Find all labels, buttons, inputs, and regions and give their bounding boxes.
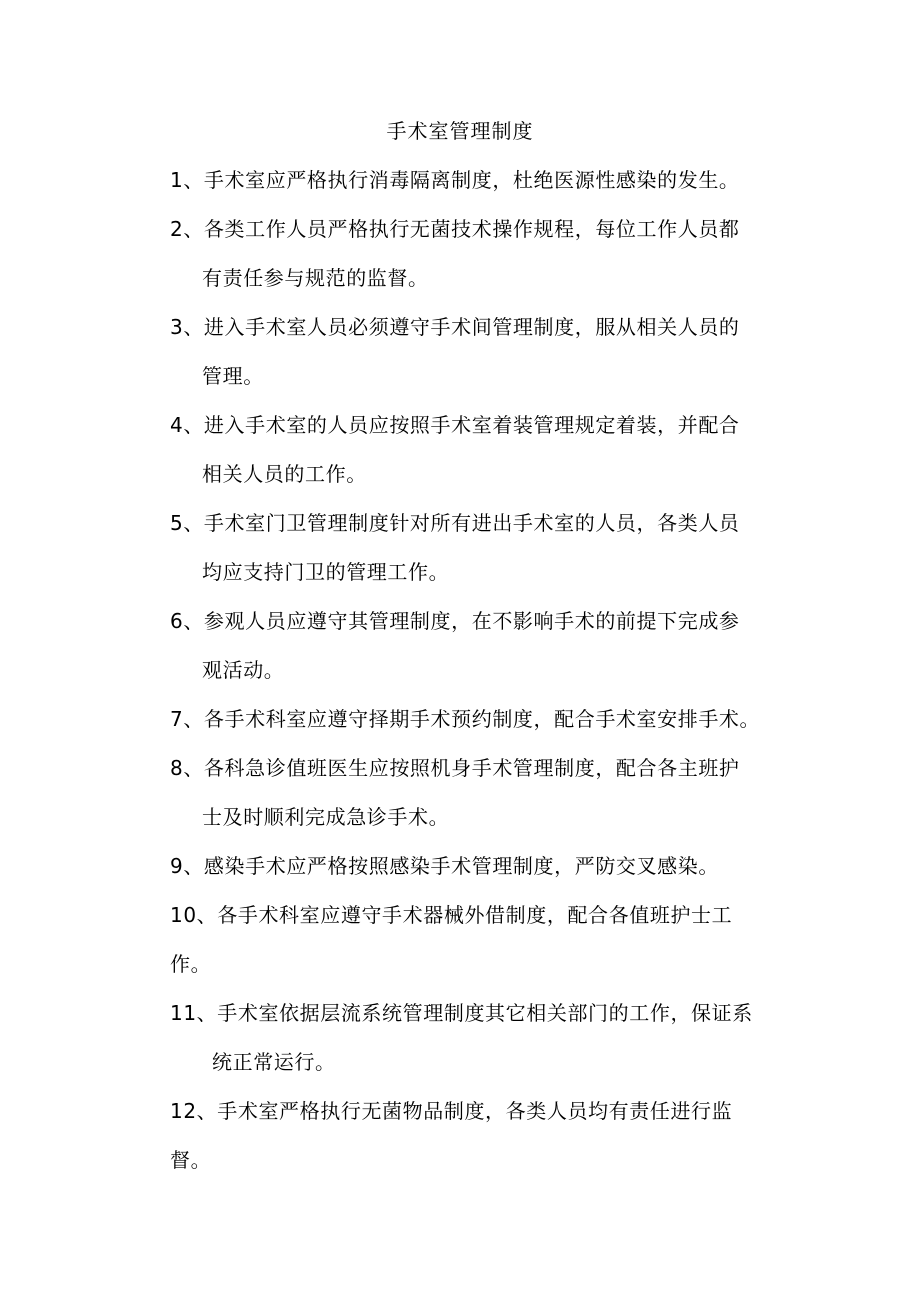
rule-11-line-2: 统正常运行。 [212, 1050, 336, 1074]
rule-8-line-1: 8、各科急诊值班医生应按照机身手术管理制度，配合各主班护 [170, 756, 740, 780]
document-title: 手术室管理制度 [386, 119, 534, 143]
rule-1-line-1: 1、手术室应严格执行消毒隔离制度，杜绝医源性感染的发生。 [170, 168, 740, 192]
rule-11-line-1: 11、手术室依据层流系统管理制度其它相关部门的工作，保证系 [170, 1001, 753, 1025]
rule-5-line-2: 均应支持门卫的管理工作。 [202, 560, 450, 584]
rule-10-line-1: 10、各手术科室应遵守手术器械外借制度，配合各值班护士工 [170, 903, 733, 927]
rule-4-line-1: 4、进入手术室的人员应按照手术室着装管理规定着装，并配合 [170, 413, 740, 437]
rule-3-line-1: 3、进入手术室人员必须遵守手术间管理制度，服从相关人员的 [170, 315, 740, 339]
rule-2-line-1: 2、各类工作人员严格执行无菌技术操作规程，每位工作人员都 [170, 217, 740, 241]
rule-2-line-2: 有责任参与规范的监督。 [202, 266, 429, 290]
rule-12-line-1: 12、手术室严格执行无菌物品制度，各类人员均有责任进行监 [170, 1099, 733, 1123]
rule-9-line-1: 9、感染手术应严格按照感染手术管理制度，严防交叉感染。 [170, 854, 719, 878]
rule-4-line-2: 相关人员的工作。 [202, 462, 367, 486]
rule-5-line-1: 5、手术室门卫管理制度针对所有进出手术室的人员，各类人员 [170, 511, 740, 535]
rule-3-line-2: 管理。 [202, 364, 264, 388]
rule-8-line-2: 士及时顺利完成急诊手术。 [202, 805, 450, 829]
rule-6-line-2: 观活动。 [202, 658, 285, 682]
rule-12-line-2: 督。 [170, 1148, 212, 1172]
rule-6-line-1: 6、参观人员应遵守其管理制度，在不影响手术的前提下完成参 [170, 609, 740, 633]
rule-10-line-2: 作。 [170, 952, 212, 976]
rule-7-line-1: 7、各手术科室应遵守择期手术预约制度，配合手术室安排手术。 [170, 707, 761, 731]
